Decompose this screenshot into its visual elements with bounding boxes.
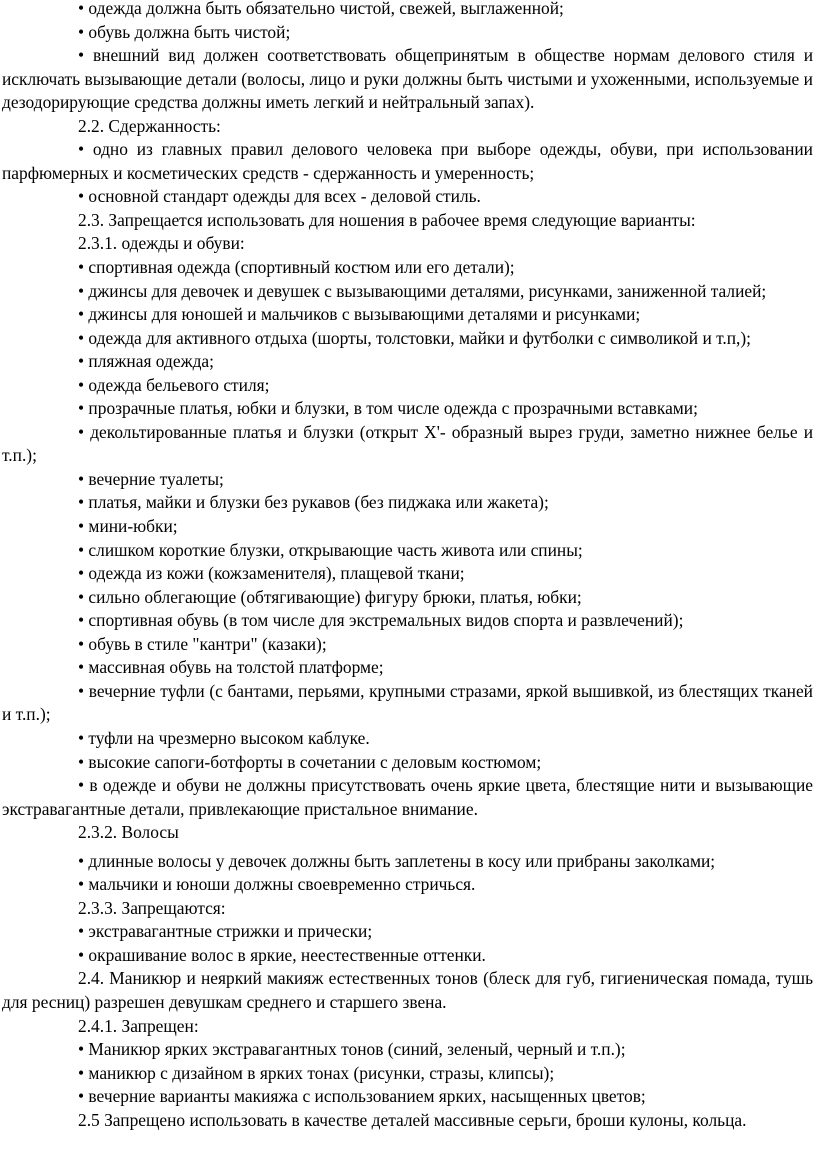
list-item: • сильно облегающие (обтягивающие) фигуру брюки, платья, юбки; [78, 586, 582, 607]
list-item: • туфли на чрезмерно высоком каблуке. [78, 727, 370, 748]
section-paragraph: 2.4. Маникюр и неяркий макияж естественных тонов (блеск для губ, гигиеническая помада, тушь для ресниц) разрешен девушкам среднего и старшего звена. [2, 968, 813, 1012]
section-paragraph: 2.5 Запрещено использовать в качестве деталей массивные серьги, броши кулоны, кольца. [78, 1109, 747, 1130]
list-item: • основной стандарт одежды для всех - деловой стиль. [78, 186, 481, 207]
list-item: • мальчики и юноши должны своевременно стричься. [78, 874, 476, 895]
section-heading: 2.3. Запрещается использовать для ношения в рабочее время следующие варианты: [78, 209, 696, 230]
list-item: • слишком короткие блузки, открывающие часть живота или спины; [78, 539, 583, 560]
list-item: • прозрачные платья, юбки и блузки, в том числе одежда с прозрачными вставками; [78, 398, 698, 419]
list-item: • Маникюр ярких экстравагантных тонов (синий, зеленый, черный и т.п.); [78, 1039, 626, 1060]
section-heading: 2.4.1. Запрещен: [78, 1015, 199, 1036]
list-item: • экстравагантные стрижки и прически; [78, 921, 373, 942]
list-item: • обувь в стиле "кантри" (казаки); [78, 633, 327, 654]
section-heading: 2.3.1. одежды и обуви: [78, 233, 245, 254]
list-item: • пляжная одежда; [78, 351, 214, 372]
list-item: • платья, майки и блузки без рукавов (без пиджака или жакета); [78, 492, 549, 513]
list-item: • одежда для активного отдыха (шорты, толстовки, майки и футболки с символикой и т.п,); [78, 327, 752, 348]
list-item: • одно из главных правил делового человека при выборе одежды, обуви, при использовании парфюмерных и косметических средств - сдержанность и умеренность; [2, 139, 813, 183]
section-heading: 2.2. Сдержанность: [78, 115, 221, 136]
list-item: • спортивная обувь (в том числе для экстремальных видов спорта и развлечений); [78, 610, 684, 631]
list-item: • вечерние туфли (с бантами, перьями, крупными стразами, яркой вышивкой, из блестящих тканей и т.п.); [2, 680, 813, 725]
list-item: • одежда бельевого стиля; [78, 374, 270, 395]
list-item: • обувь должна быть чистой; [78, 21, 291, 42]
list-item: • одежда должна быть обязательно чистой, свежей, выглаженной; [78, 0, 564, 18]
list-item: • спортивная одежда (спортивный костюм или его детали); [78, 257, 515, 278]
list-item: • маникюр с дизайном в ярких тонах (рисунки, стразы, клипсы); [78, 1062, 555, 1083]
section-heading: 2.3.3. Запрещаются: [78, 897, 226, 918]
list-item: • в одежде и обуви не должны присутствовать очень яркие цвета, блестящие нити и вызывающие экстравагантные детали, привлекающие пристальное внимание. [2, 775, 813, 819]
list-item: • одежда из кожи (кожзаменителя), плащевой ткани; [78, 563, 465, 584]
list-item: • окрашивание волос в яркие, неестественные оттенки. [78, 944, 486, 965]
list-item: • мини-юбки; [78, 516, 178, 537]
list-item: • массивная обувь на толстой платформе; [78, 657, 384, 678]
list-item: • высокие сапоги-ботфорты в сочетании с деловым костюмом; [78, 751, 542, 772]
section-heading: 2.3.2. Волосы [78, 822, 179, 843]
list-item: • вечерние туалеты; [78, 468, 224, 489]
list-item: • вечерние варианты макияжа с использованием ярких, насыщенных цветов; [78, 1086, 646, 1107]
list-item: • джинсы для девочек и девушек с вызывающими деталями, рисунками, заниженной талией; [78, 280, 767, 301]
list-item: • внешний вид должен соответствовать общепринятым в обществе нормам делового стиля и исключать вызывающие детали (волосы, лицо и руки должны быть чистыми и ухоженными, используемые и дезодорирующие средства должны иметь легкий и нейтральный запах). [2, 45, 813, 113]
list-item: • декольтированные платья и блузки (открыт X'- образный вырез груди, заметно нижнее белье и т.п.); [2, 421, 813, 466]
list-item: • длинные волосы у девочек должны быть заплетены в косу или прибраны заколками; [78, 850, 716, 871]
list-item: • джинсы для юношей и мальчиков с вызывающими деталями и рисунками; [78, 304, 641, 325]
